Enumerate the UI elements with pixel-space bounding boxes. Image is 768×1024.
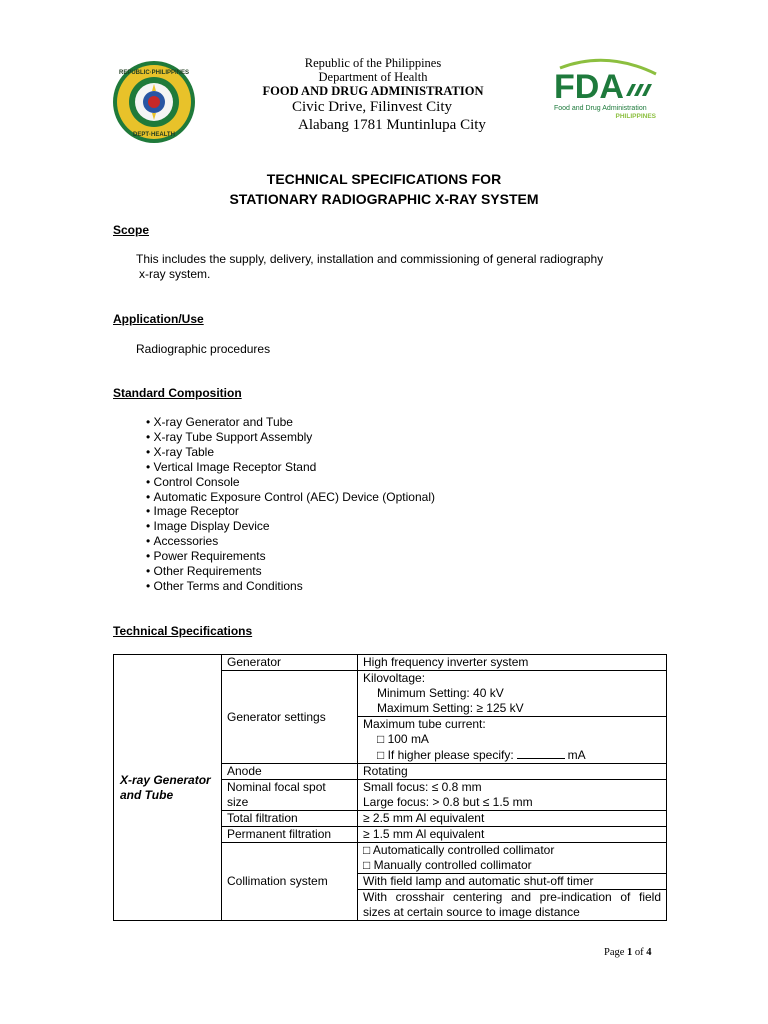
page-number [604,947,652,958]
value-cell: ≥ 1.5 mm Al equivalent [358,827,667,843]
application-text: Radiographic procedures [136,342,271,356]
page-total: 4 [646,947,652,958]
focal-param-1: Nominal focal spot [227,780,326,794]
application-heading: Application/Use [113,312,204,326]
list-item: • Other Requirements [146,564,435,579]
fda-logo [552,58,662,120]
scope-text-1: This includes the supply, delivery, installation and commissioning of general radiography [136,252,604,266]
list-item: • Automatic Exposure Control (AEC) Device (Optional) [146,490,435,505]
list-item: • Other Terms and Conditions [146,579,435,594]
crosshair-line-2: sizes at certain source to image distance [363,905,580,919]
collimator-manual: □ Manually controlled collimator [363,858,532,872]
focal-param-2: size [227,795,249,809]
page-word: Page [604,947,625,958]
list-item: • X-ray Tube Support Assembly [146,430,435,445]
fill-in-blank [517,747,565,759]
current-option-2 [363,747,661,763]
header-agency: FOOD AND DRUG ADMINISTRATION [262,84,484,98]
collimator-auto: □ Automatically controlled collimator [363,843,555,857]
svg-text:REPUBLIC·PHILIPPINES: REPUBLIC·PHILIPPINES [118,70,190,76]
value-cell [358,717,667,764]
value-cell [358,780,667,811]
composition-list [146,415,435,594]
page-of: of [634,947,644,958]
doc-title-line-1: TECHNICAL SPECIFICATIONS FOR [266,171,502,187]
focal-large: Large focus: > 0.8 but ≤ 1.5 mm [363,795,533,809]
header-address-2: Alabang 1781 Muntinlupa City [298,117,486,133]
fda-logo-text: FDA [554,68,624,106]
list-item: • Image Display Device [146,519,435,534]
crosshair-line-1: With crosshair centering and pre-indication of field [363,890,661,904]
composition-heading: Standard Composition [113,386,242,400]
technical-heading: Technical Specifications [113,624,253,638]
current-option-2-label: □ If higher please specify: [377,748,514,762]
kv-label: Kilovoltage: [363,671,426,685]
param-cell: Permanent filtration [222,827,358,843]
fda-logo-subtitle: Food and Drug Administration [554,105,647,112]
list-item: • X-ray Generator and Tube [146,415,435,430]
header-address-1: Civic Drive, Filinvest City [292,99,452,115]
kv-min: Minimum Setting: 40 kV [377,686,504,700]
value-cell [358,890,667,921]
current-option-2-unit: mA [567,748,586,762]
page-current: 1 [627,947,633,958]
header-department: Department of Health [318,70,428,84]
list-item: • Accessories [146,534,435,549]
current-option-1: □ 100 mA [377,732,429,746]
category-cell: X-ray Generator and Tube [114,655,222,921]
param-cell: Generator [222,655,358,671]
param-cell [222,780,358,811]
list-item: • Power Requirements [146,549,435,564]
value-cell: High frequency inverter system [358,655,667,671]
scope-text-2: x-ray system. [139,267,211,281]
header-republic: Republic of the Philippines [304,56,442,70]
list-item: • Image Receptor [146,504,435,519]
fda-logo-country: PHILIPPINES [615,113,656,120]
value-cell: Rotating [358,764,667,780]
doc-title-line-2: STATIONARY RADIOGRAPHIC X-RAY SYSTEM [229,191,539,207]
focal-small: Small focus: ≤ 0.8 mm [363,780,482,794]
value-cell [358,843,667,874]
list-item: • X-ray Table [146,445,435,460]
scope-heading: Scope [113,223,150,237]
value-cell: ≥ 2.5 mm Al equivalent [358,811,667,827]
param-cell: Generator settings [222,671,358,764]
param-cell: Anode [222,764,358,780]
param-cell: Total filtration [222,811,358,827]
kv-max: Maximum Setting: ≥ 125 kV [377,701,524,715]
param-cell: Collimation system [222,843,358,921]
current-label: Maximum tube current: [363,717,486,731]
value-cell [358,671,667,717]
list-item: • Vertical Image Receptor Stand [146,460,435,475]
value-cell: With field lamp and automatic shut-off timer [358,874,667,890]
spec-table [113,654,667,921]
table-row [114,655,667,671]
list-item: • Control Console [146,475,435,490]
doh-seal-logo [112,60,196,144]
svg-text:DEPT·HEALTH: DEPT·HEALTH [133,132,175,138]
